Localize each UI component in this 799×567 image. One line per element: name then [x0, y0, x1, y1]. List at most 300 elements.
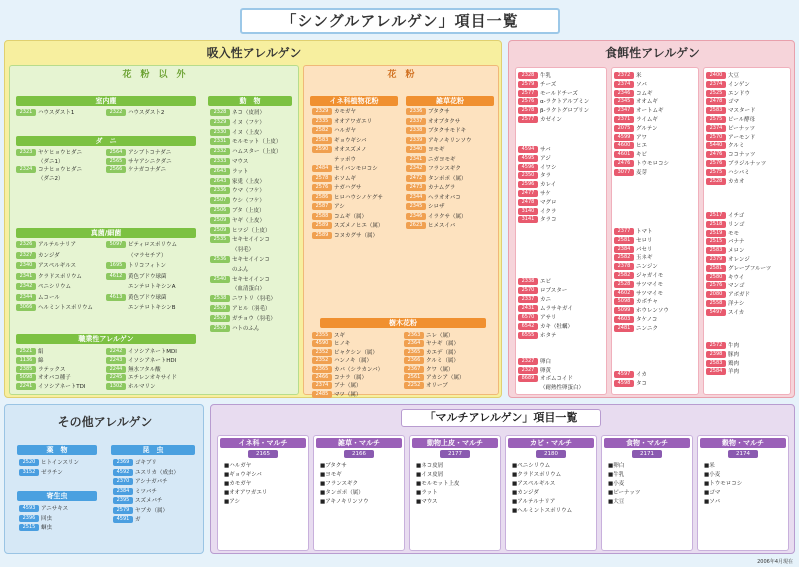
allergen-item [210, 187, 265, 195]
allergen-item [113, 488, 157, 496]
weed-header: 雑草花粉 [406, 96, 494, 106]
allergen-label: ホルマリン [128, 384, 156, 391]
allergen-label: ヤケヒョウヒダニ [38, 150, 83, 156]
allergen-label: コナラ（属） [334, 375, 368, 381]
allergen-item [16, 262, 76, 270]
allergen-label: ビャクシン（属） [334, 349, 378, 356]
allergen-item [210, 266, 249, 274]
allergen-label: アシブトコナダニ [128, 150, 172, 156]
allergen-label: イカ [636, 372, 647, 378]
food-panel [508, 40, 795, 398]
allergen-label: アニサキス [41, 506, 69, 512]
allergen-label: アキノキリンソウ [428, 137, 472, 144]
multi-group [217, 435, 309, 551]
allergen-item [614, 298, 658, 306]
multi-item: ■卵白 [608, 463, 625, 469]
multi-item: ■ネコ皮屑 [416, 463, 444, 469]
multi-group-code: 2177 [440, 450, 470, 458]
allergen-item [404, 374, 464, 382]
allergen-item [614, 371, 647, 379]
allergen-label: サヤアシニクダニ [128, 158, 172, 165]
allergen-label: ケナガコナダニ [128, 167, 167, 174]
allergen-label: セイバンモロコシ [334, 166, 378, 172]
allergen-label: 回虫 [41, 515, 53, 522]
allergen-item [706, 125, 755, 133]
allergen-label: グレープフルーツ [728, 265, 772, 272]
allergen-label: 羊肉 [728, 369, 740, 376]
allergen-label: セキセイインコ [232, 276, 271, 283]
multi-group-title: イネ科・マルチ [220, 438, 306, 448]
food-title: 食餌性アレルゲン [605, 46, 700, 60]
allergen-item [518, 181, 556, 189]
allergen-label: リンゴ [728, 221, 745, 228]
allergen-code: 2484 [312, 165, 332, 172]
allergen-label: アワ [636, 134, 648, 141]
allergen-code: 2398 [706, 351, 726, 358]
multi-group-title: 穀物・マルチ [700, 438, 786, 448]
allergen-item [19, 524, 52, 532]
allergen-item [106, 304, 176, 312]
allergen-code: 2582 [614, 254, 634, 261]
allergen-label: ゼラチン [41, 469, 63, 476]
allergen-item [312, 156, 356, 164]
allergen-item [312, 340, 350, 348]
allergen-label: パセリ [636, 246, 653, 253]
inhaled-title: 吸入性アレルゲン [206, 46, 302, 60]
allergen-item [312, 391, 361, 399]
allergen-label: カレイ [540, 182, 557, 189]
allergen-code: 2338 [406, 127, 426, 134]
multi-panel [210, 404, 795, 554]
allergen-label: のふん [232, 266, 249, 273]
allergen-label: オオバコ種子 [38, 375, 71, 382]
allergen-item [614, 380, 647, 388]
allergen-code: 2332 [210, 148, 230, 155]
allergen-item [614, 316, 657, 324]
allergen-label: タンポポ（属） [428, 175, 467, 182]
allergen-label: ヤナギ（属） [426, 341, 460, 348]
allergen-code: 2080 [706, 291, 726, 298]
page-title: 「シングルアレルゲン」項目一覧 [240, 8, 560, 34]
allergen-label: ミツバチ [135, 488, 157, 495]
allergen-label: ニンニク [636, 325, 659, 332]
multi-item: ■ヘルミントスポリウム [512, 508, 573, 514]
allergen-item [210, 168, 248, 176]
allergen-item [518, 358, 551, 366]
inhaled-panel [4, 40, 502, 398]
allergen-label: アジ [540, 155, 551, 162]
allergen-item [312, 232, 378, 240]
allergen-label: インゲン [728, 81, 750, 88]
allergen-label: ロブスター [540, 288, 568, 294]
allergen-item [113, 459, 157, 467]
allergen-code: 2583 [706, 247, 726, 254]
allergen-code: 4590 [312, 340, 332, 347]
allergen-label: サツマイモ [636, 290, 664, 297]
allergen-label: カキ（牡蠣） [540, 324, 574, 330]
allergen-label: イヌ（上皮） [232, 129, 266, 136]
allergen-code: 2587 [312, 203, 332, 210]
tree-header: 樹木花粉 [320, 318, 486, 328]
allergen-code: 2242 [106, 348, 126, 355]
food-col1 [515, 67, 607, 395]
allergen-code: 2520 [19, 459, 39, 466]
allergen-label: ギョウギシバ [334, 137, 367, 144]
allergen-label: （羽毛） [232, 247, 255, 254]
mite-header: ダ ニ [16, 136, 196, 146]
allergen-code: 2561 [404, 374, 424, 381]
allergen-code: 2575 [706, 169, 726, 176]
allergen-code: 2342 [16, 283, 36, 290]
drug-header: 薬 物 [17, 445, 97, 455]
allergen-code: 2384 [113, 488, 133, 495]
allergen-code: 1136 [16, 357, 36, 364]
allergen-code: 2371 [614, 116, 634, 123]
allergen-code: 2328 [518, 72, 538, 79]
allergen-code: 2584 [706, 368, 726, 375]
allergen-code: 2338 [518, 278, 538, 285]
allergen-item [706, 169, 750, 177]
multi-group [601, 435, 693, 551]
allergen-code: 2322 [106, 109, 126, 116]
multi-group [697, 435, 789, 551]
allergen-item [518, 278, 551, 286]
allergen-label: ヨモギ [428, 147, 445, 153]
allergen-item [113, 497, 162, 505]
allergen-item [19, 505, 68, 513]
allergen-label: モールドチーズ [540, 90, 578, 97]
multi-item: ■ソバ [704, 499, 721, 505]
allergen-code: 2478 [518, 199, 538, 206]
allergen-label: オリーブ [426, 383, 448, 390]
allergen-item [706, 230, 739, 238]
allergen-code: 2473 [406, 184, 426, 191]
allergen-item [614, 254, 653, 262]
allergen-label: サバ [540, 147, 551, 153]
allergen-code: 4598 [614, 380, 634, 387]
allergen-label: マグロ [540, 199, 557, 206]
allergen-item [19, 459, 79, 467]
allergen-code: 5099 [614, 307, 634, 314]
allergen-label: ハシバミ [728, 169, 750, 176]
allergen-label: セキセイインコ [232, 257, 271, 263]
allergen-item [312, 366, 383, 374]
allergen-item [518, 116, 562, 124]
multi-groups [217, 435, 791, 551]
multi-item: ■カンジダ [512, 490, 539, 496]
allergen-label: チーズ [540, 81, 557, 88]
allergen-item [16, 357, 44, 365]
allergen-label: ニガヨモギ [428, 156, 456, 163]
allergen-item [614, 134, 647, 142]
pollen-section [303, 65, 499, 398]
allergen-code: 2589 [312, 222, 332, 229]
allergen-label: ホウレンソウ [636, 308, 669, 315]
allergen-label: アカシア（属） [426, 375, 465, 381]
allergen-item [706, 81, 750, 89]
allergen-code: 2350 [518, 172, 538, 179]
allergen-item [16, 366, 65, 374]
allergen-item [106, 149, 171, 157]
allergen-label: （ダニ2） [38, 175, 64, 182]
allergen-item [16, 166, 82, 174]
allergen-label: ソバ [636, 81, 647, 88]
allergen-item [16, 348, 44, 356]
insect-header: 昆 虫 [111, 445, 195, 455]
allergen-item [706, 256, 750, 264]
allergen-item [406, 184, 455, 192]
allergen-code: 2431 [518, 305, 538, 312]
allergen-code: 4593 [19, 505, 39, 512]
multi-item: ■ブタクサ [320, 463, 347, 469]
allergen-code: 2336 [406, 108, 426, 115]
allergen-item [614, 151, 647, 159]
food-col3 [703, 67, 791, 395]
allergen-label: ヤギ（上皮） [232, 217, 266, 224]
allergen-label: ラテックス [38, 366, 66, 373]
allergen-label: トウモロコシ [636, 161, 670, 167]
allergen-item [312, 213, 367, 221]
allergen-item [518, 98, 589, 106]
allergen-code: 5097 [106, 241, 126, 248]
allergen-item [106, 348, 177, 356]
allergen-code: 5440 [706, 142, 726, 149]
allergen-code: 2378 [614, 263, 634, 270]
allergen-label: ハムスター（上皮） [232, 149, 282, 156]
allergen-label: オオムギ [636, 99, 658, 106]
allergen-label: カナムグラ [428, 185, 456, 191]
allergen-label: モルモット（上皮） [232, 139, 282, 146]
allergen-item [106, 374, 177, 382]
allergen-label: ヒエ [636, 143, 648, 150]
allergen-code: 2367 [404, 366, 424, 373]
allergen-item [614, 160, 669, 168]
allergen-label: カニ [540, 297, 552, 303]
multi-group [505, 435, 597, 551]
allergen-label: ナガハグサ [334, 185, 362, 191]
allergen-code: 2539 [210, 315, 230, 322]
allergen-label: カモガヤ [334, 109, 357, 115]
allergen-code: 6570 [518, 314, 538, 321]
allergen-item [16, 109, 74, 117]
allergen-code: 2536 [210, 256, 230, 263]
allergen-label: ピティロスポリウム [128, 242, 178, 248]
allergen-label: キビ [636, 152, 648, 159]
allergen-item [518, 323, 573, 331]
allergen-code: 2337 [406, 118, 426, 125]
allergen-item [614, 81, 647, 89]
grass-header: イネ科植物花粉 [310, 96, 398, 106]
allergen-label: タラ [540, 173, 552, 180]
allergen-label: ゴキブリ [135, 460, 157, 466]
allergen-item [210, 158, 248, 166]
allergen-label: エンテロトキシンB [128, 305, 176, 311]
multi-group-code: 2174 [728, 450, 758, 458]
allergen-code: 2366 [404, 357, 424, 364]
allergen-label: 豚肉 [728, 351, 740, 358]
allergen-code: 3066 [16, 304, 36, 311]
allergen-item [406, 165, 461, 173]
allergen-item [210, 325, 259, 333]
allergen-label: シロザ [428, 204, 445, 210]
allergen-code: 2518 [706, 221, 726, 228]
allergen-code: 2324 [16, 166, 36, 173]
allergen-item [16, 175, 64, 183]
allergen-label: イワシ [540, 164, 557, 171]
pollen-header: 花 粉 [387, 70, 415, 80]
allergen-code: 2582 [614, 272, 634, 279]
allergen-code: 2565 [106, 158, 126, 165]
allergen-code: 2329 [210, 119, 230, 126]
allergen-label: ブタクサ [428, 109, 450, 115]
allergen-code: 2323 [16, 149, 36, 156]
allergen-label: ヘルミントスポリウム [38, 305, 93, 311]
allergen-item [404, 332, 454, 340]
allergen-item [706, 142, 744, 150]
allergen-item [614, 325, 658, 333]
allergen-label: ヒメスイバ [428, 223, 456, 229]
allergen-code: 5098 [16, 374, 36, 381]
allergen-item [614, 98, 658, 106]
allergen-code: 2581 [706, 265, 726, 272]
allergen-code: 2335 [312, 118, 332, 125]
allergen-item [312, 137, 367, 145]
allergen-item [16, 374, 71, 382]
allergen-item [406, 175, 467, 183]
allergen-code: 3140 [518, 208, 538, 215]
allergen-label: ハルガヤ [334, 128, 357, 134]
allergen-label: ウマ（フケ） [232, 188, 265, 195]
allergen-code: 5098 [614, 298, 634, 305]
allergen-item [706, 212, 744, 220]
allergen-item [312, 146, 367, 154]
allergen-code: 2538 [210, 295, 230, 302]
allergen-item [210, 138, 281, 146]
allergen-label: エンテロトキシンA [128, 284, 176, 290]
allergen-code: 2589 [312, 232, 332, 239]
allergen-item [706, 291, 750, 299]
allergen-label: ハウスダスト2 [128, 110, 165, 116]
allergen-label: ヒトインスリン [41, 460, 80, 466]
allergen-item [406, 108, 450, 116]
allergen-label: カエデ（属） [426, 349, 460, 356]
allergen-item [518, 90, 578, 98]
allergen-item [406, 156, 456, 164]
allergen-item [706, 309, 744, 317]
allergen-code: 2517 [706, 212, 726, 219]
animal-header: 動 物 [208, 96, 292, 106]
allergen-item [312, 374, 367, 382]
allergen-item [106, 158, 172, 166]
allergen-item [210, 276, 270, 284]
allergen-item [518, 107, 589, 115]
allergen-item [312, 382, 362, 390]
multi-group [409, 435, 501, 551]
allergen-label: マウス [232, 159, 249, 165]
allergen-item [210, 197, 265, 205]
allergen-code: 2327 [518, 358, 538, 365]
allergen-item [312, 184, 361, 192]
multi-group-code: 2166 [344, 450, 374, 458]
other-title: その他アレルゲン [57, 415, 153, 429]
allergen-code: 2578 [518, 107, 538, 114]
allergen-label: 牛肉 [728, 343, 740, 349]
allergen-code: 2466 [312, 374, 332, 381]
allergen-item [404, 382, 448, 390]
allergen-label: イソシアネートHDI [128, 357, 177, 364]
allergen-item [210, 217, 265, 225]
allergen-label: α-ラクトアルブミン [540, 99, 590, 106]
allergen-label: ピーナッツ [728, 125, 756, 132]
multi-item: ■クラドスポリウム [512, 472, 562, 478]
allergen-label: サケ [540, 191, 551, 197]
allergen-item [614, 169, 647, 177]
allergen-code: 2327 [518, 367, 538, 374]
allergen-item [518, 296, 551, 304]
allergen-label: アーモンド [728, 134, 756, 141]
footer-date: 2006年4月現在 [757, 559, 793, 565]
multi-item: ■牛乳 [608, 472, 625, 478]
allergen-item [312, 203, 345, 211]
allergen-item [614, 237, 653, 245]
allergen-label: アシ [334, 204, 345, 210]
allergen-label: エンドウ [728, 90, 751, 97]
allergen-code: 2623 [406, 222, 426, 229]
allergen-label: 卵白 [540, 359, 552, 365]
allergen-code: 2396 [19, 515, 39, 522]
allergen-code: 2586 [312, 194, 332, 201]
allergen-code: 2374 [706, 81, 726, 88]
allergen-code: 4599 [614, 134, 634, 141]
allergen-code: 2515 [706, 238, 726, 245]
allergen-code: 2535 [210, 236, 230, 243]
allergen-item [518, 164, 557, 172]
allergen-code: 2521 [16, 348, 36, 355]
allergen-label: ニワトリ（羽毛） [232, 296, 277, 303]
allergen-code: 2370 [113, 478, 133, 485]
allergen-code: 2346 [614, 90, 634, 97]
allergen-code: 2572 [706, 342, 726, 349]
allergen-code: 2374 [312, 382, 332, 389]
allergen-code: 2363 [404, 332, 424, 339]
allergen-code: 2345 [406, 203, 426, 210]
allergen-label: イヌ（フケ） [232, 119, 265, 126]
allergen-item [210, 207, 265, 215]
allergen-item [706, 98, 739, 106]
allergen-label: 卵黄 [540, 367, 552, 374]
allergen-code: 2643 [210, 178, 230, 185]
fungi-header: 真菌/細菌 [16, 228, 196, 238]
allergen-item [406, 118, 460, 126]
allergen-code: 2379 [706, 256, 726, 263]
allergen-label: メロン [728, 248, 745, 255]
allergen-code: 2400 [706, 72, 726, 79]
allergen-item [614, 142, 647, 150]
occupational-header: 職業性アレルゲン [16, 334, 196, 344]
allergen-item [518, 367, 551, 375]
allergen-item [706, 282, 745, 290]
allergen-item [518, 216, 557, 224]
allergen-item [210, 129, 265, 137]
allergen-item [113, 478, 168, 486]
allergen-code: 2364 [404, 340, 424, 347]
allergen-label: ニンジン [636, 264, 658, 271]
allergen-code: 3141 [518, 216, 538, 223]
allergen-label: （マラセチア） [128, 252, 167, 259]
allergen-label: クワ（属） [426, 366, 454, 373]
multi-item: ■小麦 [704, 472, 721, 478]
allergen-label: ムコール [38, 294, 60, 301]
